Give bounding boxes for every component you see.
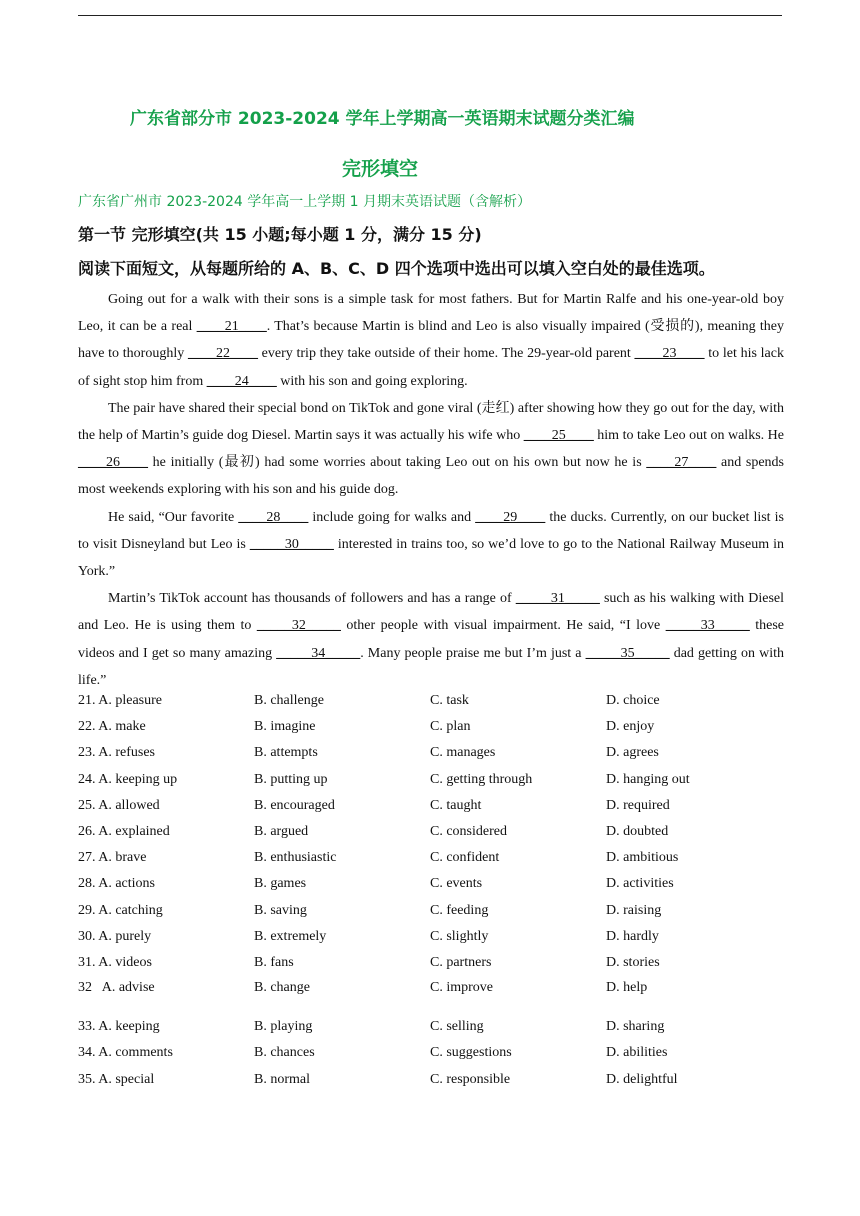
blank-22: ____22____ [187, 346, 258, 362]
blank-27: ____27____ [646, 455, 717, 471]
option-b: B. saving [254, 902, 307, 918]
question-number: 32 [78, 980, 102, 996]
blank-26: ____26____ [78, 455, 148, 471]
option-b: B. putting up [254, 771, 328, 787]
question-row-26 [78, 819, 784, 845]
passage-text: the ducks. Currently, on our bucket list is to visit Disneyland but Leo is [78, 509, 785, 552]
question-number: 30. [78, 928, 99, 944]
blank-21: ____21____ [196, 319, 267, 335]
option-c: C. feeding [430, 902, 489, 918]
option-a [78, 876, 254, 892]
question-row-25 [78, 793, 784, 819]
option-b: B. fans [254, 954, 294, 970]
option-a-text: A. purely [98, 928, 152, 944]
option-a [78, 798, 254, 814]
blank-25: ____25____ [523, 428, 594, 444]
option-a [78, 772, 254, 788]
option-c: C. selling [430, 1019, 484, 1035]
passage-text: other people with visual impairment. He said, “I love [340, 618, 666, 634]
passage-text: these videos and I get so many amazing [78, 618, 785, 661]
question-row-31 [78, 950, 784, 976]
question-row-27 [78, 845, 784, 871]
blank-33: _____33_____ [665, 618, 750, 634]
paragraph-1 [78, 286, 784, 395]
question-number: 28. [78, 876, 99, 892]
option-a [78, 1072, 254, 1088]
question-number: 25. [78, 797, 99, 813]
paragraph-4 [78, 585, 784, 694]
option-d: D. sharing [606, 1019, 665, 1035]
option-d: D. hanging out [606, 771, 690, 787]
section-title: 完形填空 [341, 158, 418, 180]
option-c: C. considered [430, 824, 507, 840]
question-number: 31. [78, 954, 99, 970]
paragraph-3 [78, 504, 784, 586]
instruction-text: 阅读下面短文，从每题所给的 A、B、C、D 四个选项中选出可以填入空白处的最佳选项。 [78, 259, 715, 278]
option-c: C. partners [430, 954, 492, 970]
passage-text: him to take Leo out on walks. He [593, 428, 784, 444]
source-line: 广东省广州市 2023-2024 学年高一上学期 1 月期末英语试题（含解析） [78, 194, 532, 210]
question-number: 22. [78, 719, 99, 735]
question-number: 33. [78, 1019, 99, 1035]
option-d: D. raising [606, 902, 662, 918]
blank-34: _____34_____ [276, 645, 361, 661]
question-number: 35. [78, 1071, 99, 1087]
passage-text: every trip they take outside of their home. The 29-year-old parent [257, 346, 635, 362]
option-a [78, 929, 254, 945]
question-row-24 [78, 767, 784, 793]
question-row-33 [78, 1014, 784, 1040]
option-c: C. confident [430, 850, 500, 866]
option-c: C. task [430, 693, 469, 709]
option-a-text: A. comments [98, 1045, 173, 1061]
blank-32: _____32_____ [256, 618, 341, 634]
option-c: C. manages [430, 745, 496, 761]
option-a [78, 955, 254, 971]
blank-28: ____28____ [238, 509, 309, 525]
option-a [78, 719, 254, 735]
passage-text: . That’s because Martin is blind and Leo is also visually impaired (受损的), meaning they have to thoroughly [78, 319, 784, 362]
option-d: D. delightful [606, 1071, 678, 1087]
blank-30: _____30_____ [249, 536, 334, 552]
passage-text: interested in trains too, so we’d love to go to the National Railway Museum in York.” [78, 536, 784, 580]
passage-text: to let his lack of sight stop him from [78, 346, 784, 389]
passage-text: such as his walking with Diesel and Leo. He is using them to [78, 591, 784, 634]
option-d: D. enjoy [606, 719, 655, 735]
question-row-29 [78, 898, 784, 924]
option-b: B. extremely [254, 928, 327, 944]
passage-text: with his son and going exploring. [276, 373, 468, 389]
option-b: B. playing [254, 1019, 313, 1035]
question-row-35 [78, 1066, 784, 1092]
question-number: 26. [78, 824, 99, 840]
option-c: C. slightly [430, 928, 489, 944]
option-d: D. hardly [606, 928, 659, 944]
passage-text: He said, “Our favorite [108, 509, 239, 525]
option-b: B. argued [254, 824, 309, 840]
option-a-text: A. explained [98, 824, 170, 840]
passage-text: dad getting on with life.” [78, 645, 784, 688]
option-d: D. choice [606, 693, 660, 709]
question-row-22 [78, 714, 784, 740]
question-row-34 [78, 1040, 784, 1066]
passage [78, 286, 784, 694]
option-c: C. plan [430, 719, 471, 735]
question-row-32 [78, 976, 784, 1014]
option-a-text: A. videos [98, 954, 152, 970]
passage-text: . Many people praise me but I’m just a [360, 645, 586, 661]
option-c: C. getting through [430, 771, 533, 787]
question-row-23 [78, 740, 784, 766]
blank-31: _____31_____ [515, 591, 600, 607]
option-a-text: A. advise [101, 980, 155, 996]
passage-text: The pair have shared their special bond on TikTok and gone viral (走红) after showing how they go out for the day, with the help of Martin’s guide dog Diesel. Martin says it was actually his wife who [78, 400, 784, 444]
option-b: B. attempts [254, 745, 318, 761]
option-d: D. activities [606, 876, 674, 892]
passage-text: he initially (最初) had some worries about taking Leo out on his own but now he is [148, 455, 647, 471]
option-a [78, 903, 254, 919]
question-number: 24. [78, 771, 99, 787]
passage-text: include going for walks and [308, 509, 476, 525]
option-d: D. abilities [606, 1045, 668, 1061]
option-a-text: A. pleasure [98, 693, 162, 709]
blank-24: ____24____ [206, 373, 277, 389]
option-a-text: A. make [98, 719, 146, 735]
option-a [78, 1019, 254, 1035]
option-a [78, 745, 254, 761]
option-a [78, 850, 254, 866]
question-number: 21. [78, 693, 99, 709]
option-d: D. stories [606, 954, 660, 970]
option-b: B. games [254, 876, 307, 892]
question-number: 34. [78, 1045, 99, 1061]
option-a-text: A. special [98, 1071, 155, 1087]
passage-text: Going out for a walk with their sons is a simple task for most fathers. But for Martin Ralfe and his one-year-old boy Leo, it can be a real [78, 292, 784, 335]
option-b: B. normal [254, 1071, 310, 1087]
option-a [78, 693, 254, 709]
blank-29: ____29____ [475, 509, 546, 525]
option-a-text: A. keeping up [98, 771, 178, 787]
answer-options [78, 688, 784, 1093]
question-number: 29. [78, 902, 99, 918]
option-c: C. improve [430, 980, 493, 996]
option-c: C. taught [430, 797, 482, 813]
option-b: B. change [254, 980, 310, 996]
option-a [78, 980, 254, 996]
document-title: 广东省部分市 2023-2024 学年上学期高一英语期末试题分类汇编 [130, 109, 635, 129]
section-heading: 第一节 完形填空(共 15 小题;每小题 1 分，满分 15 分) [78, 225, 482, 244]
question-number: 27. [78, 850, 99, 866]
option-d: D. agrees [606, 745, 659, 761]
option-a [78, 1045, 254, 1061]
option-b: B. challenge [254, 693, 324, 709]
option-a-text: A. allowed [98, 797, 160, 813]
option-a-text: A. refuses [98, 745, 155, 761]
option-d: D. help [606, 980, 648, 996]
option-d: D. required [606, 797, 670, 813]
option-a-text: A. catching [98, 902, 163, 918]
question-number: 23. [78, 745, 99, 761]
option-d: D. doubted [606, 824, 669, 840]
paragraph-2 [78, 395, 784, 504]
option-c: C. events [430, 876, 483, 892]
question-row-21 [78, 688, 784, 714]
passage-text: Martin’s TikTok account has thousands of followers and has a range of [108, 591, 516, 607]
option-b: B. imagine [254, 719, 316, 735]
passage-text: and spends most weekends exploring with his son and his guide dog. [78, 455, 785, 498]
option-b: B. chances [254, 1045, 315, 1061]
option-a-text: A. actions [98, 876, 155, 892]
option-a-text: A. keeping [98, 1019, 160, 1035]
option-a-text: A. brave [98, 850, 147, 866]
option-b: B. encouraged [254, 797, 335, 813]
option-c: C. suggestions [430, 1045, 512, 1061]
top-rule [78, 15, 782, 16]
question-row-28 [78, 871, 784, 897]
option-a [78, 824, 254, 840]
question-row-30 [78, 924, 784, 950]
blank-35: _____35_____ [585, 645, 670, 661]
option-b: B. enthusiastic [254, 850, 337, 866]
option-d: D. ambitious [606, 850, 679, 866]
option-c: C. responsible [430, 1071, 511, 1087]
blank-23: ____23____ [634, 346, 705, 362]
